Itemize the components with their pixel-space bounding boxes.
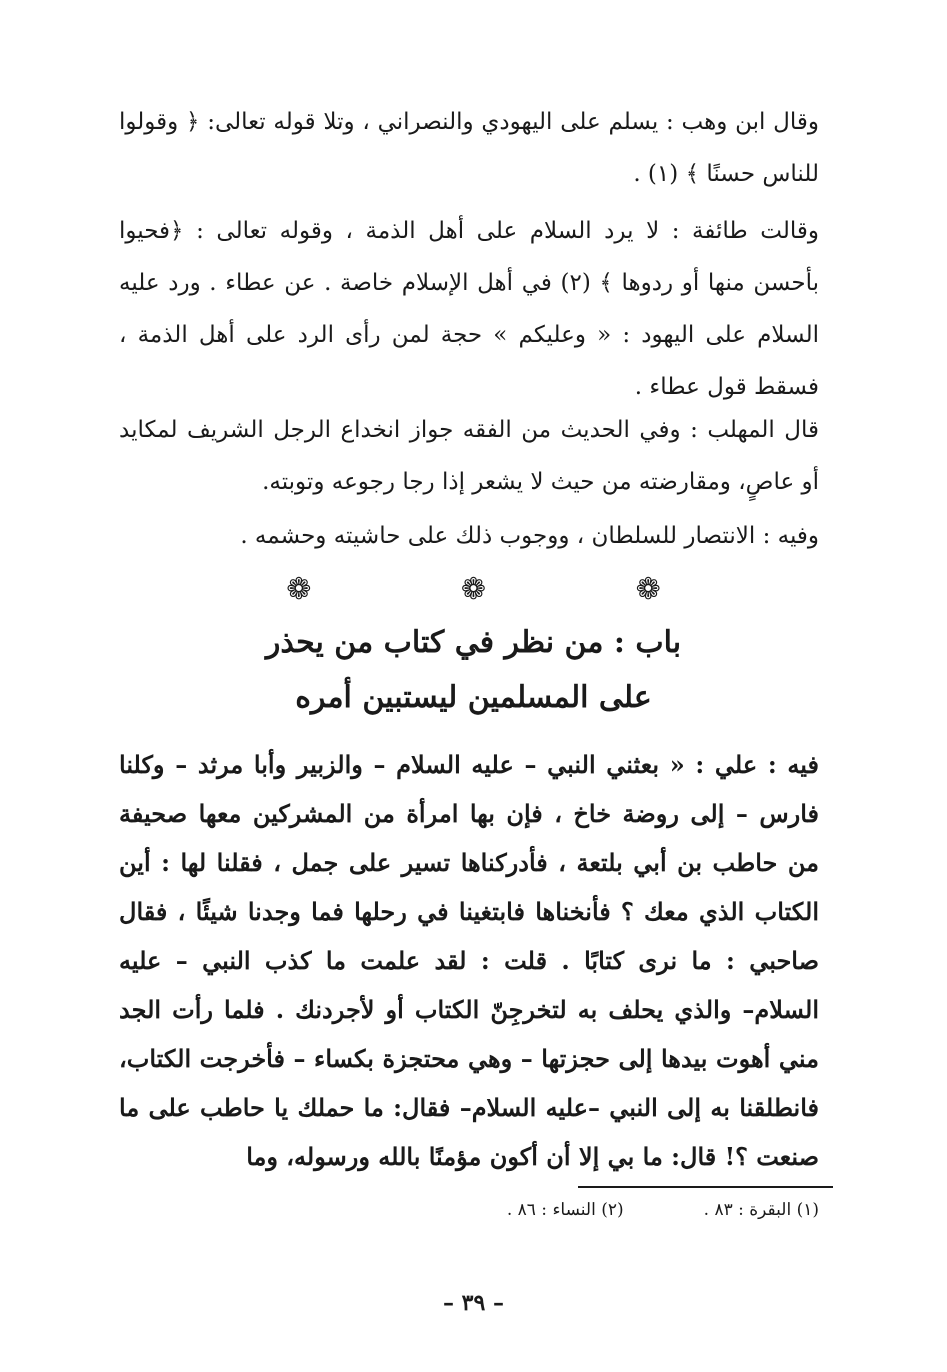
paragraph-ibn-wahb: وقال ابن وهب : يسلم على اليهودي والنصراني ، وتلا قوله تعالى: ﴿ وقولوا للناس حسنًا ﴾ (١) . — [119, 109, 819, 187]
page-number: – ٣٩ – — [443, 1290, 504, 1316]
paragraph-intisar: وفيه : الانتصار للسلطان ، ووجوب ذلك على حاشيته وحشمه . — [240, 523, 819, 549]
chapter-heading-line1: باب : من نظر في كتاب من يحذر — [265, 625, 682, 660]
chapter-heading-line2: على المسلمين ليستبين أمره — [295, 680, 652, 715]
paragraph-taifa: وقالت طائفة : لا يرد السلام على أهل الذمة ، وقوله تعالى : ﴿فحيوا بأحسن منها أو ردوها ﴾ (٢) في أهل الإسلام خاصة . عن عطاء . ورد عليه السلام على اليهود : « وعليكم » حجة لمن رأى الرد على أهل الذمة ، فسقط قول عطاء . — [119, 218, 819, 400]
footnote-rule — [578, 1186, 833, 1188]
footnote-1: (١) البقرة : ٨٣ . — [703, 1200, 819, 1220]
section-separator: ❁ ❁ ❁ — [286, 572, 731, 607]
footnote-2: (٢) النساء : ٨٦ . — [506, 1200, 624, 1220]
paragraph-muhallab: قال المهلب : وفي الحديث من الفقه جواز انخداع الرجل الشريف لمكايد أو عاصٍ، ومقارضته من حيث لا يشعر إذا رجا رجوعه وتوبته. — [119, 417, 819, 495]
hadith-text: فيه : علي : « بعثني النبي – عليه السلام – والزبير وأبا مرثد – وكلنا فارس – إلى روضة خاخ ، فإن بها امرأة من المشركين معها صحيفة من حاطب بن أبي بلتعة ، فأدركناها تسير على جمل ، فقلنا لها : أين الكتاب الذي معك ؟ فأنخناها فابتغينا في رحلها فما وجدنا شيئًا ، فقال صاحبي : ما نرى كتابًا . قلت : لقد علمت ما كذب النبي – عليه السلام– والذي يحلف به لتخرجِنّ الكتاب أو لأجردنك . فلما رأت الجد مني أهوت بيدها إلى حجزتها – وهي محتجزة بكساء – فأخرجت الكتاب، فانطلقنا به إلى النبي –عليه السلام– فقال: ما حملك يا حاطب على ما صنعت ؟! قال: ما بي إلا أن أكون مؤمنًا بالله ورسوله، وما — [119, 750, 820, 1171]
footnotes — [319, 1200, 819, 1220]
